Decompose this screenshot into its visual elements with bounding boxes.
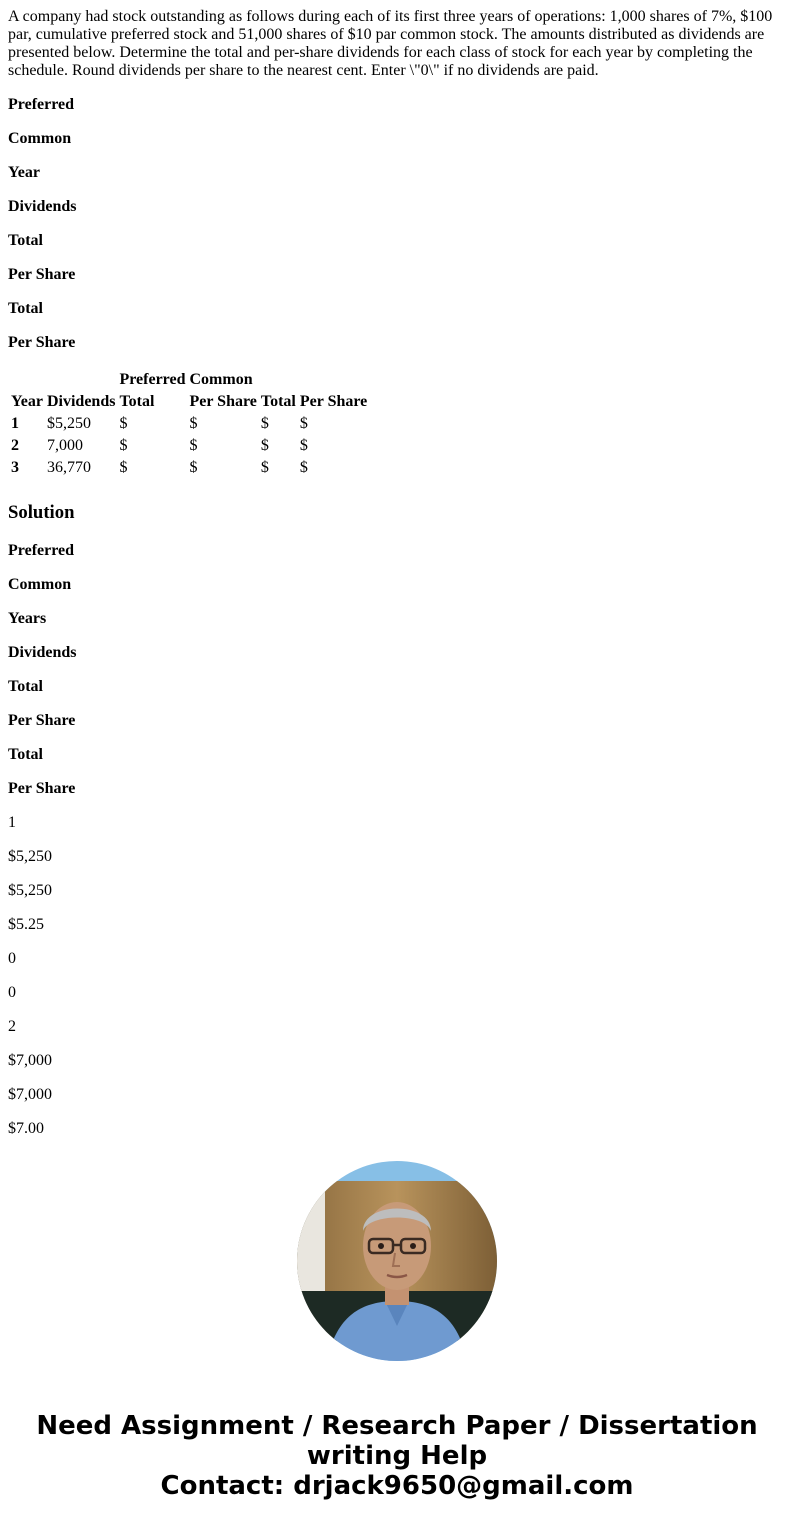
table-header-pref-total: Total <box>119 393 155 410</box>
cell-year: 2 <box>11 437 19 454</box>
question-label-preferred: Preferred <box>8 96 75 113</box>
cell-year: 3 <box>11 459 19 476</box>
question-label-year: Year <box>8 164 40 181</box>
solution-label-common: Common <box>8 575 72 593</box>
cell-pref-total: $ <box>119 415 128 432</box>
table-row <box>10 458 368 478</box>
dividend-schedule-table <box>8 368 370 480</box>
solution-value: 0 <box>8 949 16 967</box>
banner-line-1: Need Assignment / Research Paper / Dissertation <box>36 1411 758 1441</box>
cell-common-total: $ <box>260 459 269 476</box>
cell-dividends: 36,770 <box>46 459 91 476</box>
solution-label-total: Total <box>8 677 43 695</box>
table-header-empty <box>46 370 116 390</box>
question-label-total-2: Total <box>8 300 43 317</box>
question-label-per-share-2: Per Share <box>8 334 76 351</box>
cell-dividends: $5,250 <box>46 415 91 432</box>
table-group-header-preferred: Preferred <box>119 371 186 388</box>
solution-label-total-2: Total <box>8 745 43 763</box>
table-header-empty <box>10 370 44 390</box>
solution-value: $7,000 <box>8 1085 52 1103</box>
cell-pref-per-share: $ <box>189 437 198 454</box>
solution-value: $5.25 <box>8 915 44 933</box>
table-header-empty <box>260 370 297 390</box>
table-header-common-per-share: Per Share <box>299 393 368 410</box>
solution-label-dividends: Dividends <box>8 643 77 661</box>
table-header-empty <box>299 370 368 390</box>
table-header-dividends: Dividends <box>46 393 116 410</box>
document-body <box>0 8 794 1138</box>
cell-common-per-share: $ <box>299 437 308 454</box>
question-label-dividends: Dividends <box>8 198 77 215</box>
solution-value: 0 <box>8 983 16 1001</box>
table-group-header-row <box>10 370 368 390</box>
table-row <box>10 414 368 434</box>
cell-pref-total: $ <box>119 437 128 454</box>
solution-label-per-share-2: Per Share <box>8 779 76 797</box>
table-header-year: Year <box>11 393 43 410</box>
table-header-pref-per-share: Per Share <box>189 393 257 410</box>
solution-value: $7.00 <box>8 1119 44 1137</box>
table-row <box>10 436 368 456</box>
table-column-header-row <box>10 392 368 412</box>
solution-value: 2 <box>8 1017 16 1035</box>
author-avatar <box>297 1161 497 1361</box>
table-header-common-total: Total <box>260 393 296 410</box>
question-text: A company had stock outstanding as follows during each of its first three years of operations: 1,000 shares of 7%, $100 par, cumulative preferred stock and 51,000 shares of $10 par common stock. The amounts distributed as dividends are presented below. Determine the total and per-share dividends for each class of stock for each year by completing the schedule. Round dividends per share to the nearest cent. Enter \"0\" if no dividends are paid. <box>8 8 773 79</box>
solution-value: 1 <box>8 813 16 831</box>
cell-common-per-share: $ <box>299 459 308 476</box>
solution-label-per-share: Per Share <box>8 711 76 729</box>
solution-label-years: Years <box>8 609 47 627</box>
cell-pref-total: $ <box>119 459 128 476</box>
banner-contact-line: Contact: drjack9650@gmail.com <box>160 1471 634 1501</box>
question-label-total: Total <box>8 232 43 249</box>
solution-value: $5,250 <box>8 881 52 899</box>
cell-common-per-share: $ <box>299 415 308 432</box>
table-group-header-common: Common <box>189 371 253 388</box>
banner-line-2: writing Help <box>306 1441 488 1471</box>
cell-year: 1 <box>11 415 19 432</box>
question-label-common: Common <box>8 130 72 147</box>
solution-label-preferred: Preferred <box>8 541 75 559</box>
question-label-per-share: Per Share <box>8 266 76 283</box>
cell-pref-per-share: $ <box>189 415 198 432</box>
cell-common-total: $ <box>260 415 269 432</box>
cell-pref-per-share: $ <box>189 459 198 476</box>
cell-common-total: $ <box>260 437 269 454</box>
solution-value: $5,250 <box>8 847 52 865</box>
assignment-help-banner <box>0 1411 794 1501</box>
solution-heading: Solution <box>8 502 75 523</box>
author-portrait-illustration <box>297 1161 497 1361</box>
cell-dividends: 7,000 <box>46 437 83 454</box>
solution-value: $7,000 <box>8 1051 52 1069</box>
